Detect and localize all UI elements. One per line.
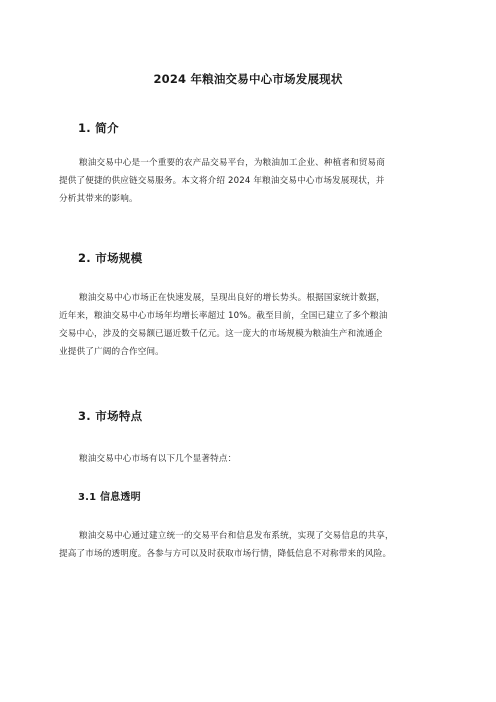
paragraph-line: 交易中心，涉及的交易额已逼近数千亿元。这一庞大的市场规模为粮油生产和流通企 xyxy=(59,329,383,339)
section-paragraph-market-features xyxy=(59,450,236,468)
paragraph-line: 提高了市场的透明度。各参与方可以及时获取市场行情，降低信息不对称带来的风险。 xyxy=(59,549,392,559)
paragraph-line: 业提供了广阔的合作空间。 xyxy=(59,347,164,357)
section-paragraph-intro xyxy=(59,154,385,208)
section-heading-intro: 1. 简介 xyxy=(78,121,119,135)
section-heading-market-size: 2. 市场规模 xyxy=(78,251,143,265)
paragraph-line: 提供了便捷的供应链交易服务。本文将介绍 2024 年粮油交易中心市场发展现状，并 xyxy=(59,176,385,186)
paragraph-line: 近年来，粮油交易中心市场年均增长率超过 10%。截至目前，全国已建立了多个粮油 xyxy=(59,311,388,321)
paragraph-line: 粮油交易中心是一个重要的农产品交易平台，为粮油加工企业、种植者和贸易商 xyxy=(79,158,386,168)
subsection-paragraph-info-transparency xyxy=(59,527,394,563)
section-paragraph-market-size xyxy=(59,289,387,361)
document-title: 2024 年粮油交易中心市场发展现状 xyxy=(153,72,343,86)
section-heading-market-features: 3. 市场特点 xyxy=(78,409,143,423)
paragraph-line: 粮油交易中心市场有以下几个显著特点： xyxy=(79,454,237,464)
paragraph-line: 分析其带来的影响。 xyxy=(59,194,138,204)
paragraph-line: 粮油交易中心市场正在快速发展，呈现出良好的增长势头。根据国家统计数据， xyxy=(79,293,386,303)
subsection-heading-info-transparency: 3.1 信息透明 xyxy=(78,492,141,503)
paragraph-line: 粮油交易中心通过建立统一的交易平台和信息发布系统，实现了交易信息的共享， xyxy=(79,531,394,541)
